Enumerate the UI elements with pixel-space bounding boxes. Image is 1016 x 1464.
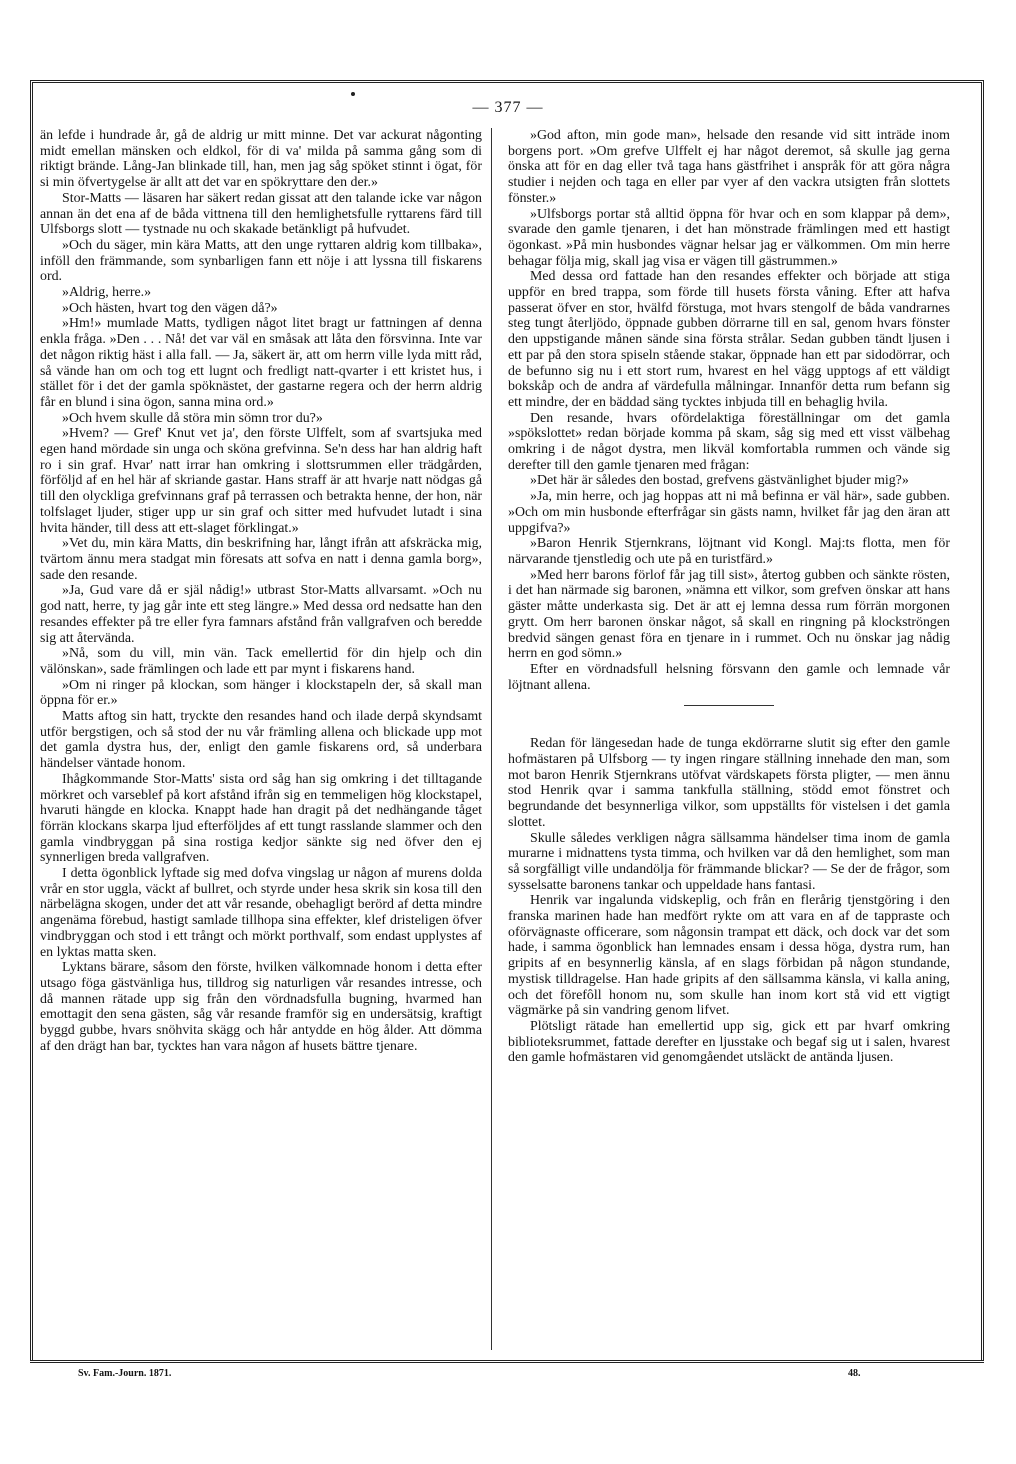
paragraph: Skulle således verkligen några sällsamma händelser tima inom de gamla murarne i midnattens tysta timma, och hvilken var då den hemlighet, som man så sorgfälligt ville undandölja för främmande blickar? — Se der de frågor, som sysselsatte baronens tankar och uppeldade hans fantasi. [508, 830, 950, 893]
bottom-rule [30, 1360, 984, 1363]
paragraph: »Och hästen, hvart tog den vägen då?» [62, 300, 278, 316]
paragraph: »Aldrig, herre.» [62, 285, 152, 301]
paragraph: »Med herr barons förlof får jag till sist», återtog gubben och sänkte rösten, i det han närmade sig baronen, »nämna ett vilkor, som grefven önskar att hans gäster måtte underkasta sig. Det är att ej lemna dessa rum förrän morgonen grytt. Om herr baronen önskar något, så skall en ringning på klockströngen bredvid sängen genast föra en tjenare in i rummet. Och nu önskar jag nådig herrn en god sömn.» [508, 567, 950, 662]
paragraph: Med dessa ord fattade han den resandes effekter och började att stiga uppför en bred trappa, som förde till husets första våning. Efter att hafva passerat öfver en stor, hvälfd förstuga, mot hvars stengolf de båda vandrarnes steg tungt återljödo, öppnade gubben dörrarne till en sal, genom hvars fönster den uppstigande månen sände sina första strålar. Sedan gubben tändt ljusen i ett par på den stora spiseln stående stakar, öppnade han ett par sidodörrar, och de befunno sig nu i ett stort rum, hvarest en hel vägg upptogs af ett väldigt bokskåp och de andra af värdefulla målningar. Innanför detta rum befann sig ett mindre, der en bäddad säng tycktes inbjuda till en behaglig hvila. [508, 269, 950, 410]
paragraph: »Ja, Gud vare då er själ nådig!» utbrast Stor-Matts allvarsamt. »Och nu god natt, herre, ty jag går inte ett steg längre.» Med dessa ord nedsatte han den resandes effekter på tre eller fyra famnars afstånd från vallgrafven och beredde sig att återvända. [40, 583, 482, 646]
paragraph: »Nå, som du vill, min vän. Tack emellertid för din hjelp och din välönskan», sade främlingen och lade ett par mynt i fiskarens hand. [40, 646, 482, 677]
paragraph: »Ulfsborgs portar stå alltid öppna för hvar och en som klappar på dem», svarade den gamle tjenaren, i det han mönstrade främlingen med ett hastigt ögonkast. »På min husbondes vägnar helsar jag er välkommen. Om min herre behagar följa mig, skall jag visa er vägen till gästrummen.» [508, 206, 950, 269]
paragraph: »Baron Henrik Stjernkrans, löjtnant vid Kongl. Maj:ts flotta, men för närvarande tjenstledig och ute på en turistfärd.» [508, 536, 950, 567]
paragraph: I detta ögonblick lyftade sig med dofva vingslag ur någon af murens dolda vrår en stor uggla, väckt af bullret, och styrde under hesa skrik sin kosa till den närbelägna skogen, under det att vår resande, obehagligt berörd af detta mindre angenäma förebud, hastigt samlade tillhopa sina effekter, klef dristeligen öfver vindbryggan och stod i ett trångt och mörkt porthvalf, som endast upplystes af en lyktas matta sken. [40, 866, 482, 960]
journal-signature: Sv. Fam.-Journ. 1871. [78, 1368, 172, 1379]
right-column [508, 128, 950, 1350]
paragraph: »Vet du, min kära Matts, din beskrifning har, långt ifrån att afskräcka mig, tvärtom ännu mera stadgat min föresats att sofva en natt i denna gamla borg», sade den resande. [40, 536, 482, 583]
paragraph: »Och hvem skulle då störa min sömn tror du?» [62, 410, 323, 426]
paragraph: »Hm!» mumlade Matts, tydligen något litet bragt ur fattningen af denna enkla fråga. »Den . . . Nå! det var väl en småsak att låta den försvinna. Inte var det någon riktig häst i alla fall. — Ja, säkert är, att om herrn ville lyda mitt råd, så vände han om och tog ett lugnt och fredligt natt-qvarter i ett kristet hus, i stället för i det der gamla spöknästet, der gastarne regera och der herrn aldrig får en blund i sina ögon, sanna mina ord.» [40, 316, 482, 410]
left-column [40, 128, 482, 1350]
section-divider [684, 705, 774, 706]
printing-dot [351, 92, 355, 96]
paragraph: än lefde i hundrade år, gå de aldrig ur mitt minne. Det var ackurat någonting midt emellan mänsken och eldkol, för di va' milda på samma gång som di riktigt brände. Lång-Jan blinkade till, han, men jag såg spöket stinnt i ögat, för si min öfvertygelse är allt att det var en spökryttare den der.» [40, 128, 482, 191]
paragraph: Matts aftog sin hatt, tryckte den resandes hand och ilade derpå skyndsamt utför bergstigen, och så stod der nu vår främling allena och blickade upp mot det gamla dystra hus, der, enligt den gamle fiskarens ord, så underbara händelser väntade honom. [40, 709, 482, 772]
paragraph: Lyktans bärare, såsom den förste, hvilken välkomnade honom i detta efter utsago föga gästvänliga hus, tilldrog sig naturligen vår resandes intresse, och då mannen rätade upp sig från den vördnadsfulla bugning, hvarmed han emottagit den sena gästen, såg vår resande framför sig en undersätsig, kraftigt byggd gubbe, hvars snöhvita skägg och hår antydde en hög ålder. Att dömma af den drägt han bar, tycktes han vara någon af husets bättre tjenare. [40, 960, 482, 1054]
sheet-number: 48. [848, 1368, 861, 1379]
paragraph: »Och du säger, min kära Matts, att den unge ryttaren aldrig kom tillbaka», inföll den främmande, som synbarligen fann ett nöje i att lyssna till fiskarens ord. [40, 237, 482, 285]
paragraph: Stor-Matts — läsaren har säkert redan gissat att den talande icke var någon annan än det ena af de båda vittnena till den hemlighetsfulle ryttarens färd till Ulfsborgs slott — tystnade nu och skakade betänkligt på hufvudet. [40, 190, 482, 238]
paragraph: Efter en vördnadsfull helsning försvann den gamle och lemnade vår löjtnant allena. [508, 661, 950, 693]
paragraph: »Om ni ringer på klockan, som hänger i klockstapeln der, så skall man öppna för er.» [40, 677, 482, 709]
paragraph: »Ja, min herre, och jag hoppas att ni må befinna er väl här», sade gubben. »Och om min husbonde efterfrågar sin gästs namn, hvilket får jag den äran att uppgifva?» [508, 489, 950, 536]
paragraph: »God afton, min gode man», helsade den resande vid sitt inträde inom borgens port. »Om grefve Ulffelt ej har något deremot, så skulle jag gerna önska att för en dag eller två taga hans gästfrihet i anspråk för att göra några studier i nejden och taga en eller par vyer af den vackra utsigten från slottets fönster.» [508, 128, 950, 206]
column-divider [491, 128, 492, 1350]
right-column-first-section [508, 128, 950, 693]
paragraph: Plötsligt rätade han emellertid upp sig, gick ett par hvarf omkring biblioteksrummet, fattade derefter en ljusstake och begaf sig ut i salen, hvarest den gamle hofmästaren vid genomgåendet utsläckt de antända ljusen. [508, 1018, 950, 1066]
paragraph: Henrik var ingalunda vidskeplig, och från en flerårig tjenstgöring i den franska marinen hade han medfört rykte om att vara en af de tappraste och oförvägnaste officerare, som någonsin trampat ett däck, och dock var det som hade, i samma ögonblick han lemnades ensam i dessa höga, dystra rum, han gripits af en besynnerlig känsla, af en slags förbidan på någon stundande, mystisk tilldragelse. Han hade gripits af den sällsamma känsla, vi kalla aning, och det förefôll honom nu, som skulle han inom kort stå vid ett vigtigt vägmärke på sin vandring genom lifvet. [508, 893, 950, 1019]
paragraph: »Det här är således den bostad, grefvens gästvänlighet bjuder mig?» [530, 473, 909, 489]
right-column-second-section [508, 736, 950, 1066]
paragraph: Den resande, hvars ofördelaktiga föreställningar om det gamla »spökslottet» redan började komma på skam, såg sig med ett visst välbehag omkring i de något dystra, men likväl komfortabla rummen och vände sig derefter till den gamle tjenaren med frågan: [508, 410, 950, 473]
paragraph: Redan för längesedan hade de tunga ekdörrarne slutit sig efter den gamle hofmästaren på Ulfsborg — ty ingen ringare ställning innehade den man, som mot baron Henrik Stjernkrans utöfvat värdskapets första pligter, — men ännu stod Henrik qvar i samma tankfulla ställning, stödd emot fönstret och begrundande det besynnerliga vilkor, som uppställts för vistelsen i det gamla slottet. [508, 736, 950, 830]
paragraph: Ihågkommande Stor-Matts' sista ord såg han sig omkring i det tilltagande mörkret och varseblef på kort afstånd ifrån sig en temmeligen hög klockstapel, hvaruti hängde en klocka. Knappt hade han dragit på det nedhängande tåget förrän klockans skarpa ljud efterföljdes af ett tungt rasslande slammer och den gamla vindbryggan på sina rostiga kedjor sänkte sig ned öfver den ej synnerligen breda vallgrafven. [40, 771, 482, 866]
page-number: — 377 — [472, 99, 544, 116]
paragraph: »Hvem? — Gref' Knut vet ja', den förste Ulffelt, som af svartsjuka med egen hand mördade sin unga och sköna grefvinna. Se'n dess har han aldrig haft ro i sin graf. Hvar' natt irrar han omkring i slottsrummen eller trädgården, förföljd af en hel här af skriande gastar. Hans straff är att hvarje natt nödgas gå till den olyckliga grefvinnans graf på terrassen och betrakta henne, der hon, när tolfslaget ljuder, stiger upp ur sin graf och sitter med hufvudet lutadt i sina hvita händer, till dess att ett-slaget förklingat.» [40, 426, 482, 536]
